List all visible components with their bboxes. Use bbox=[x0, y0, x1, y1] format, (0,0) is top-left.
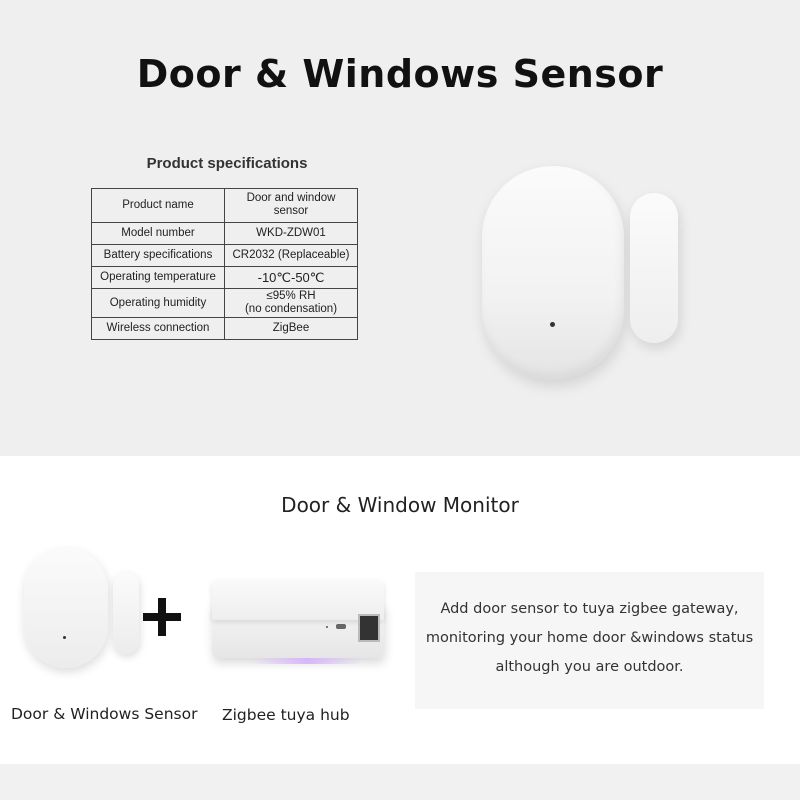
magnet-icon bbox=[630, 193, 678, 343]
spec-value-cell bbox=[225, 289, 358, 318]
page-title: Door & Windows Sensor bbox=[136, 52, 664, 96]
ethernet-port bbox=[358, 614, 380, 642]
sensor-led bbox=[550, 322, 555, 327]
spec-value: WKD-ZDW01 bbox=[225, 223, 358, 245]
spec-heading: Product specifications bbox=[146, 155, 308, 172]
table-row bbox=[92, 245, 358, 267]
device-label-hub: Zigbee tuya hub bbox=[222, 706, 350, 724]
spec-key: Operating humidity bbox=[92, 289, 225, 318]
description-line: although you are outdoor. bbox=[495, 659, 684, 675]
spec-key: Wireless connection bbox=[92, 318, 225, 340]
spec-value: ZigBee bbox=[225, 318, 358, 340]
table-row bbox=[92, 223, 358, 245]
table-row bbox=[92, 267, 358, 289]
spec-value: CR2032 (Replaceable) bbox=[225, 245, 358, 267]
spec-value: Door and window sensor bbox=[225, 189, 358, 223]
monitor-title: Door & Window Monitor bbox=[281, 493, 519, 517]
table-row bbox=[92, 289, 358, 318]
spec-key: Battery specifications bbox=[92, 245, 225, 267]
hub-light-strip bbox=[252, 658, 362, 664]
footer-strip bbox=[0, 764, 800, 800]
sensor-led bbox=[63, 636, 66, 639]
spec-value: -10℃-50℃ bbox=[225, 267, 358, 289]
spec-key: Operating temperature bbox=[92, 267, 225, 289]
device-label-sensor: Door & Windows Sensor bbox=[11, 705, 198, 723]
spec-key: Model number bbox=[92, 223, 225, 245]
zigbee-hub-icon bbox=[212, 580, 384, 662]
usb-port bbox=[336, 624, 346, 629]
spec-key: Product name bbox=[92, 189, 225, 223]
description-line: monitoring your home door &windows status bbox=[425, 630, 754, 646]
spec-table bbox=[91, 188, 358, 340]
spec-value-note: (no condensation) bbox=[244, 303, 338, 315]
description-line: Add door sensor to tuya zigbee gateway, bbox=[440, 601, 739, 617]
magnet-icon bbox=[113, 572, 139, 654]
spec-value: ≤95% RH bbox=[266, 290, 316, 302]
table-row bbox=[92, 189, 358, 223]
table-row bbox=[92, 318, 358, 340]
hub-led bbox=[326, 626, 328, 628]
door-sensor-icon bbox=[24, 548, 108, 668]
door-sensor-icon bbox=[482, 166, 624, 380]
plus-icon bbox=[143, 598, 181, 636]
description-box bbox=[415, 572, 764, 709]
